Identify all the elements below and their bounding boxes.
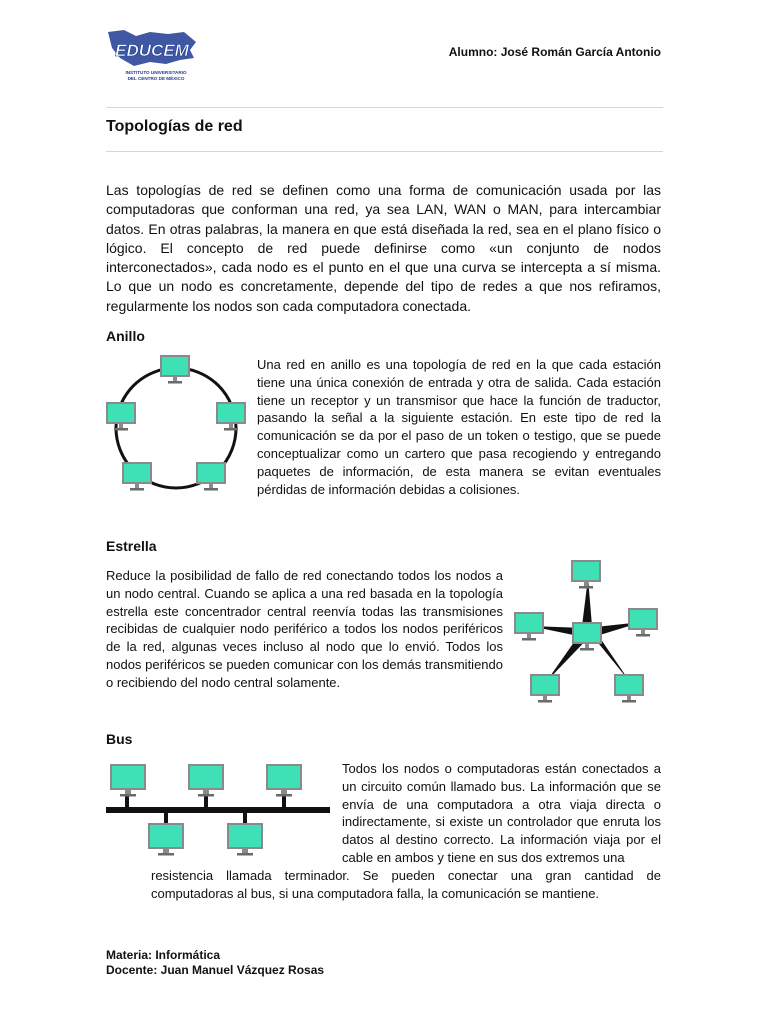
computer-icon bbox=[188, 764, 224, 797]
footer bbox=[106, 948, 324, 978]
computer-icon bbox=[227, 823, 263, 856]
computer-icon bbox=[148, 823, 184, 856]
title-divider bbox=[106, 151, 663, 152]
page-title: Topologías de red bbox=[106, 118, 243, 135]
ring-paragraph: Una red en anillo es una topología de red en la que cada estación tiene una única conexión de entrada y otra de salida. Cada estación tiene un receptor y un transmisor que hace la función de traductor, pasando la señal a la siguiente estación. En este tipo de red la comunicación se da por el paso de un token o testigo, que se puede conceptualizar como un cartero que pasa recogiendo y entregando paquetes de información, de esta manera se evitan eventuales pérdidas de información debidas a colisiones. bbox=[257, 357, 661, 497]
computer-icon bbox=[196, 462, 226, 491]
bus-paragraph-part2: resistencia llamada terminador. Se pueden conectar una gran cantidad de computadoras al bus, si una computadora falla, la comunicación se mantiene. bbox=[151, 868, 661, 901]
computer-icon bbox=[122, 462, 152, 491]
star-paragraph: Reduce la posibilidad de fallo de red conectando todos los nodos a un nodo central. Cuando se aplica a una red basada en la topología estrella este concentrador central reenvía todas las transmisiones recibidas de cualquier nodo periférico a todos los nodos periféricos de la red, algunas veces incluso al nodo que lo envió. Todos los nodos periféricos se pueden comunicar con los demás transmitiendo o recibiendo del nodo central solamente. bbox=[106, 568, 503, 690]
computer-icon bbox=[110, 764, 146, 797]
star-topology-diagram bbox=[510, 556, 666, 706]
computer-icon bbox=[160, 355, 190, 384]
computer-icon bbox=[628, 608, 658, 637]
bus-topology-diagram bbox=[106, 760, 336, 862]
computer-icon bbox=[266, 764, 302, 797]
computer-icon bbox=[614, 674, 644, 703]
intro-paragraph: Las topologías de red se definen como una forma de comunicación usada por las computadoras que conforman una red, ya sea LAN, WAN o MAN, para intercambiar datos. En otras palabras, la manera en que está diseñada la red, sea en el plano físico o lógico. El concepto de red puede definirse como «un conjunto de nodos interconectados», cada nodo es el punto en el que una curva se intercepta a sí misma. Lo que un nodo es concretamente, depende del tipo de redes a que nos refiramos, regularmente los nodos son cada computadora conectada. bbox=[106, 182, 661, 314]
ring-topology-diagram bbox=[104, 350, 254, 495]
computer-icon bbox=[514, 612, 544, 641]
computer-icon bbox=[571, 560, 601, 589]
student-name: Alumno: José Román García Antonio bbox=[448, 45, 661, 59]
footer-subject: Materia: Informática bbox=[106, 948, 221, 962]
logo-subtitle-1: INSTITUTO UNIVERSITARIO bbox=[125, 70, 187, 75]
bus-heading: Bus bbox=[106, 731, 133, 747]
logo-subtitle-2: DEL CENTRO DE MÉXICO bbox=[127, 76, 185, 81]
bus-cable bbox=[106, 807, 330, 813]
computer-icon bbox=[530, 674, 560, 703]
star-heading: Estrella bbox=[106, 538, 157, 554]
computer-icon bbox=[216, 402, 246, 431]
computer-icon bbox=[106, 402, 136, 431]
ring-heading: Anillo bbox=[106, 328, 145, 344]
educem-logo bbox=[106, 28, 198, 86]
bus-paragraph-part1: Todos los nodos o computadoras están conectados a un circuito común llamado bus. La información que se envía de una computadora a otra viaja directa o indirectamente, si existe un controlador que enruta los datos al destino correcto. La información viaja por el cable en ambos y tiene en sus dos extremos una bbox=[342, 761, 661, 865]
logo-text: EDUCEM bbox=[115, 41, 189, 60]
footer-teacher: Docente: Juan Manuel Vázquez Rosas bbox=[106, 963, 325, 977]
header-divider bbox=[106, 107, 663, 108]
